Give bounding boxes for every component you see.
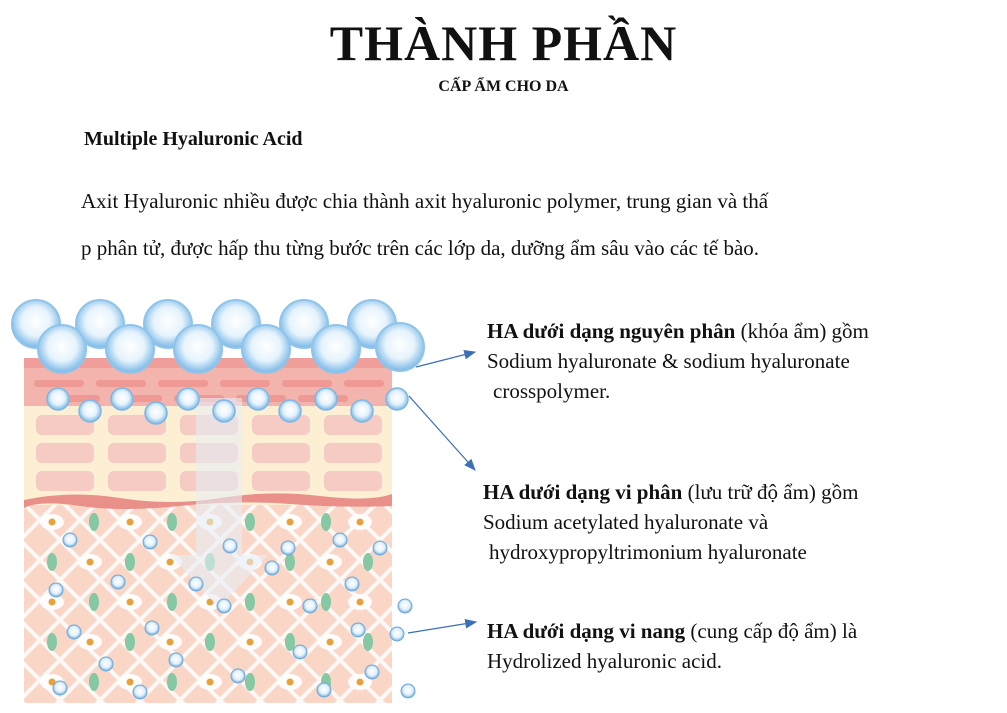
label-nano-ha-line2: Hydrolized hyaluronic acid. — [487, 649, 722, 673]
outlying-ha-spheres — [390, 599, 415, 698]
label-nano-ha — [487, 616, 857, 676]
page-title: THÀNH PHẦN — [329, 15, 678, 71]
label-macro-ha-line2: Sodium hyaluronate & sodium hyaluronate — [487, 349, 850, 373]
label-macro-ha-note: (khóa ẩm) gồm — [735, 319, 869, 343]
paragraph-line-1: Axit Hyaluronic nhiều được chia thành axit hyaluronic polymer, trung gian và thấ — [81, 189, 769, 213]
label-micro-ha-line3: hydroxypropyltrimonium hyaluronate — [489, 540, 807, 564]
connector-arrows — [408, 352, 476, 633]
page-subtitle: CẤP ẨM CHO DA — [438, 78, 569, 95]
section-heading: Multiple Hyaluronic Acid — [84, 128, 303, 150]
label-nano-ha-note: (cung cấp độ ẩm) là — [685, 619, 858, 643]
label-micro-ha-line2: Sodium acetylated hyaluronate và — [483, 510, 769, 534]
label-macro-ha-line3: crosspolymer. — [493, 379, 611, 403]
label-micro-ha-note: (lưu trữ độ ẩm) gồm — [682, 480, 859, 504]
label-nano-ha-title: HA dưới dạng vi nang — [487, 619, 686, 643]
label-micro-ha-title: HA dưới dạng vi phân — [483, 480, 683, 504]
label-micro-ha — [483, 477, 858, 567]
label-macro-ha — [487, 316, 869, 406]
label-macro-ha-title: HA dưới dạng nguyên phân — [487, 319, 736, 343]
paragraph-line-2: p phân tử, được hấp thu từng bước trên các lớp da, dưỡng ẩm sâu vào các tế bào. — [81, 236, 760, 260]
